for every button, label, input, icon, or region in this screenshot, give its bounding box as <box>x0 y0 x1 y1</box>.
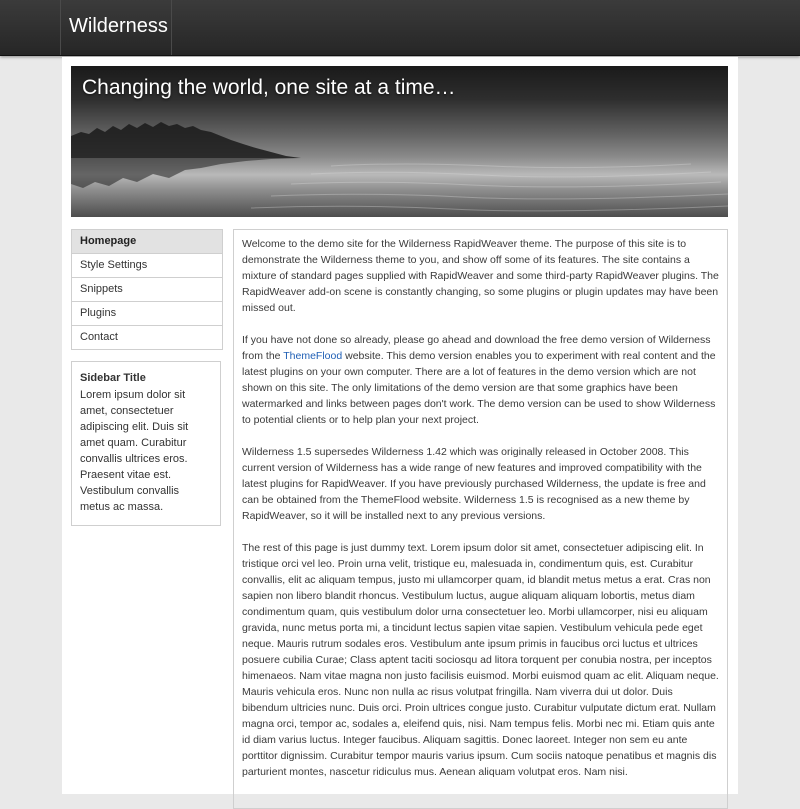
nav-item-contact[interactable]: Contact <box>72 325 222 349</box>
download-text-before: If you have not done so already, please go ahead and download the free demo version of Wilderness from the <box>242 334 711 362</box>
dummy-text-paragraph: The rest of this page is just dummy text. Lorem ipsum dolor sit amet, consectetuer adipiscing elit. In tristique orci vel leo. Proin urna velit, tristique eu, malesuada in, condimentum quis, est. Curabitur convallis, elit ac aliquam tempus, justo mi ullamcorper quam, id blandit metus metus a erat. Cras non sapien non libero blandit rhoncus. Vestibulum luctus, augue aliquam aliquam lobortis, metus diam condimentum quam, quis vestibulum dolor urna consectetuer leo. Morbi ullamcorper, nisi eu aliquam gravida, nunc metus porta mi, a tincidunt lectus sapien vitae sapien. Vestibulum vehicula pede eget neque. Mauris rutrum sodales eros. Vestibulum ante ipsum primis in faucibus orci luctus et ultrices posuere cubilia Curae; Class aptent taciti sociosqu ad litora torquent per conubia nostra, per inceptos himenaeos. Nam vitae magna non justo facilisis euismod. Morbi euismod quam ac elit. Aliquam neque. Mauris vehicula eros. Nunc non nulla ac risus volutpat fringilla. Nam viverra dui ut dolor. Duis bibendum ultricies nunc. Duis orci. Proin ultrices congue justo. Curabitur vulputate dictum erat. Nullam magna orci, tempor ac, sodales a, eleifend quis, nisi. Nam tempus felis. Morbi nec mi. Etiam quis ante id diam varius luctus. Integer faucibus. Aliquam sagittis. Donec laoreet. Integer non sem eu ante porttitor dignissim. Curabitur tempor mauris varius ipsum. Cum sociis natoque penatibus et magnis dis parturient montes, nascetur ridiculus mus. Aenean aliquam volutpat eros. Nam nisi. <box>242 542 719 778</box>
page-container <box>62 57 738 794</box>
download-text-after: website. This demo version enables you to experiment with real content and the latest plugins on your own computer. There are a lot of features in the demo version which are not shown on this site. The only limitations of the demo version are that some graphics have been watermarked and links between pages don't work. The demo version can be used to show Wilderness to potential clients or to help plan your next project. <box>242 350 716 426</box>
header-bar <box>0 0 800 56</box>
version-paragraph: Wilderness 1.5 supersedes Wilderness 1.42 which was originally released in October 2008. This current version of Wilderness has a wide range of new features and improved compatibility with the latest plugins for RapidWeaver. If you have previously purchased Wilderness, the update is free and can be obtained from the ThemeFlood website. Wilderness 1.5 is recognised as a new theme by RapidWeaver, so it will be installed next to any previous versions. <box>242 446 706 522</box>
banner-slogan: Changing the world, one site at a time… <box>82 76 456 99</box>
nav-item-style-settings[interactable]: Style Settings <box>72 253 222 277</box>
nav-item-homepage[interactable]: Homepage <box>72 230 222 253</box>
sidebar-text: Lorem ipsum dolor sit amet, consectetuer adipiscing elit. Duis sit amet quam. Curabitur convallis ultrices eros. Praesent vitae est. Vestibulum convallis metus ac massa. <box>80 389 189 513</box>
main-content <box>233 229 728 809</box>
sidebar-title: Sidebar Title <box>80 372 146 384</box>
sidebar-nav <box>71 229 223 350</box>
themeflood-link[interactable]: ThemeFlood <box>283 350 343 362</box>
download-paragraph <box>242 332 719 428</box>
intro-paragraph: Welcome to the demo site for the Wilderness RapidWeaver theme. The purpose of this site is to demonstrate the Wilderness theme to you, and show off some of its features. The site contains a mixture of standard pages supplied with RapidWeaver and some third-party RapidWeaver plugins. The RapidWeaver add-on scene is constantly changing, so some plugins or plugin updates may have been missed out. <box>242 238 719 314</box>
banner-image <box>71 66 728 217</box>
nav-item-plugins[interactable]: Plugins <box>72 301 222 325</box>
site-title[interactable]: Wilderness <box>60 0 172 55</box>
sidebar-box <box>71 361 221 526</box>
nav-item-snippets[interactable]: Snippets <box>72 277 222 301</box>
